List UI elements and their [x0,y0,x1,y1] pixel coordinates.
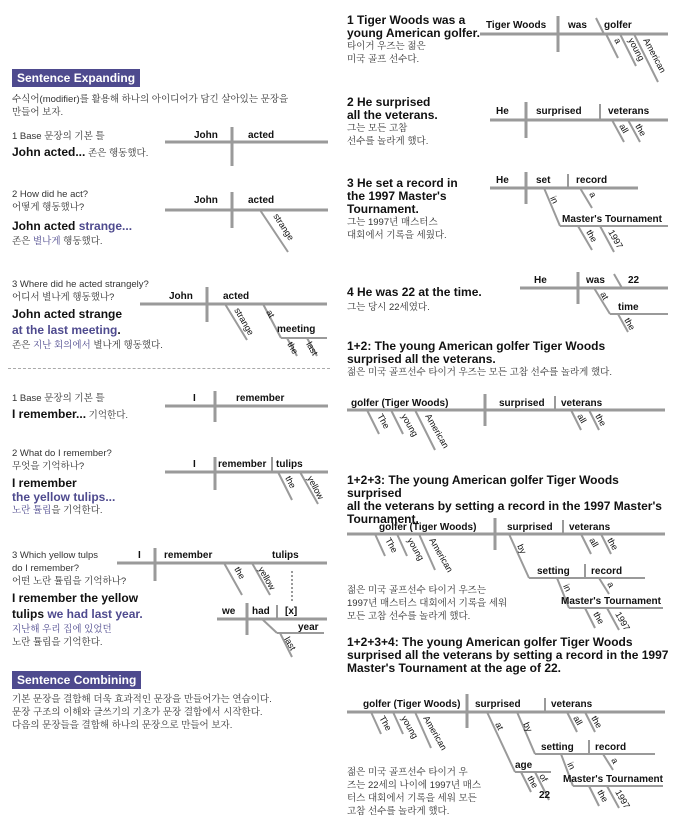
sentence-en: Tournament. [347,202,419,216]
diagram-modifier: all [575,412,589,425]
diagram-modifier: the [633,122,649,138]
diagram-modifier: young [626,36,647,63]
sentence-kr: 별나게 행동했다. [90,340,163,351]
diagram-word: veterans [569,522,611,533]
diagram-modifier: last [282,635,298,653]
diagram-word: Tiger Woods [486,20,547,31]
diagram-word: veterans [561,398,603,409]
diagram-modifier: American [423,412,451,450]
sentence-combining-heading: Sentence Combining [12,671,141,689]
diagram-word: golfer [604,20,632,31]
expanding-intro [12,93,332,119]
question: 1 Base 문장의 기본 틀 [12,131,105,142]
diagram-word: setting [537,566,570,577]
diagram-modifier: the [593,412,609,428]
diagram-word: tulips [272,550,299,561]
sentence-kr: 1997년 매스터스 대회에서 기록을 세워 [347,598,508,609]
diagram-modifier: the [584,228,600,244]
diagram-word: acted [248,195,275,206]
sentence-kr: 선수를 놀라게 했다. [347,136,429,147]
sentence-kr: 대회에서 기록을 세웠다. [347,230,447,241]
intro-line: 만들어 보자. [12,107,64,118]
combined-1-2-3-4-kr [347,766,481,818]
diagram-modifier: the [595,788,611,804]
diagram-modifier: American [421,714,449,752]
sentence-kr-highlight: 지난 회의에서 [33,340,91,351]
diagram-modifier: at [264,308,277,320]
diagram-word: 22 [628,275,640,286]
diagram-john-acted-meeting [135,282,335,362]
combined-1-2-3-4 [347,636,668,675]
diagram-modifier: the [232,565,248,581]
sentence-kr: 타이거 우즈는 젊은 [347,41,426,52]
example-2 [12,188,132,248]
example-1 [12,130,148,161]
diagram-word: acted [223,291,250,302]
sentence-kr: 행동했다. [60,236,103,247]
sentence-kr: 존은 [12,236,33,247]
sentence-en: John acted [12,219,79,233]
diagram-word: veterans [551,699,593,710]
combined-1-2 [347,340,612,379]
question: 3 Which yellow tulps [12,550,99,561]
diagram-modifier: 1997 [613,788,632,811]
diagram-s1 [478,10,673,90]
sentence-en: 3 He set a record in [347,176,458,190]
diagram-modifier: the [283,474,298,490]
diagram-c12 [345,392,673,454]
diagram-s2 [488,96,673,146]
diagram-modifier: American [427,536,455,574]
sentence-1 [347,14,480,66]
diagram-word: I [193,393,196,404]
question-kr: 어떤 노란 튤립을 기억하나? [12,576,127,587]
intro-line: 기본 문장을 결합해 더욱 효과적인 문장을 만들어가는 연습이다. [12,694,272,705]
diagram-john-acted-strange [160,186,335,256]
diagram-modifier: yellow [305,474,326,502]
diagram-s4 [518,266,673,336]
diagram-modifier: the [285,340,301,356]
example-4 [12,392,128,423]
sentence-en: young American golfer. [347,26,480,40]
question-kr: 무엇을 기억하나? [12,461,85,472]
sentence-en: Master's Tournament at the age of 22. [347,661,562,675]
diagram-word: tulips [276,459,303,470]
diagram-word: [x] [285,606,298,617]
diagram-word: John [194,195,218,206]
diagram-word: Master's Tournament [561,596,661,607]
sentence-kr: 젊은 미국 골프선수 타이거 우즈는 모든 고참 선수를 놀라게 했다. [347,367,612,378]
sentence-kr: 그는 모든 고참 [347,123,408,134]
diagram-modifier: the [591,610,607,626]
diagram-modifier: the [622,316,638,332]
diagram-modifier: The [375,412,392,431]
sentence-en: 1 Tiger Woods was a [347,13,466,27]
diagram-modifier: in [548,194,561,206]
diagram-modifier: a [609,756,621,766]
sentence-en-highlight: at the last meeting [12,323,118,337]
diagram-tulips-we-had [112,543,334,663]
sentence-en: I remember [12,476,77,490]
sentence-kr: 존은 행동했다. [85,148,149,159]
diagram-word: age [515,760,533,771]
diagram-modifier: of [537,772,550,784]
sentence-kr: 미국 골프 선수다. [347,54,420,65]
diagram-modifier: The [377,714,394,733]
diagram-word: surprised [499,398,545,409]
sentence-kr: 노란 튤립을 기억한다. [12,637,103,648]
diagram-i-remember-tulips [160,452,335,512]
diagram-modifier: by [515,542,529,556]
sentence-kr-highlight: 별나게 [33,236,61,247]
sentence-kr: 기억한다. [86,410,129,421]
sentence-en: tulips [12,607,48,621]
section-divider [8,368,330,369]
diagram-word: remember [218,459,267,470]
diagram-word: time [618,302,639,313]
diagram-s3 [488,168,673,258]
diagram-word: He [496,175,509,186]
diagram-modifier: young [399,714,421,741]
combined-1-2-3-kr [347,584,507,623]
diagram-modifier: a [605,580,617,590]
diagram-word: record [591,566,623,577]
sentence-en: . [117,323,121,337]
sentence-3 [347,177,458,242]
diagram-word: golfer (Tiger Woods) [379,522,477,533]
intro-line: 다음의 문장들을 결합해 하나의 문장으로 만들어 보자. [12,720,233,731]
diagram-modifier: young [399,412,421,439]
diagram-modifier: strange [271,211,297,243]
diagram-word: He [534,275,547,286]
question: 2 How did he act? [12,189,89,200]
diagram-word: surprised [536,106,582,117]
diagram-modifier: in [565,760,578,772]
sentence-en: I remember the yellow [12,591,139,605]
diagram-word: was [568,20,587,31]
diagram-modifier: at [493,720,506,732]
diagram-modifier: the [605,536,621,552]
sentence-kr-highlight: 노란 튤립 [12,505,52,516]
sentence-en: the 1997 Master's [347,189,447,203]
diagram-modifier: at [598,290,611,302]
sentence-kr: 터스 대회에서 기록을 세워 모든 [347,793,477,804]
question: 2 What do I remember? [12,448,112,459]
diagram-word: He [496,106,509,117]
diagram-john-acted [160,122,335,172]
diagram-word: I [193,459,196,470]
sentence-kr: 모든 고참 선수를 놀라게 했다. [347,611,471,622]
sentence-en: John acted strange [12,307,123,321]
diagram-modifier: young [405,536,427,563]
question: do I remember? [12,563,80,574]
diagram-modifier: by [521,720,535,734]
sentence-en: surprised all the veterans by setting a record in the 1997 [347,648,669,662]
diagram-modifier: The [383,536,400,555]
diagram-modifier: in [561,582,574,594]
sentence-en: 4 He was 22 at the time. [347,285,482,299]
diagram-word: we [222,606,236,617]
diagram-modifier: 1997 [613,610,632,633]
sentence-kr: 젊은 미국 골프선수 타이거 우 [347,767,468,778]
diagram-word: I [138,550,141,561]
sentence-2 [347,96,438,148]
sentence-en: 1+2+3: The young American golfer Tiger Woods surprised [347,473,619,500]
diagram-word: remember [164,550,213,561]
sentence-kr: 그는 1997년 매스터스 [347,217,438,228]
diagram-word: set [536,175,551,186]
diagram-modifier: American [641,36,668,75]
sentence-en: all the veterans by setting a record in the 1997 Master's [347,499,662,513]
sentence-expanding-heading: Sentence Expanding [12,69,140,87]
sentence-en: 1+2: The young American golfer Tiger Woods [347,339,606,353]
diagram-word: had [252,606,270,617]
sentence-kr: 존은 [12,340,33,351]
diagram-modifier: the [589,714,605,730]
diagram-word: golfer (Tiger Woods) [363,699,461,710]
diagram-word: golfer (Tiger Woods) [351,398,449,409]
sentence-kr: 젊은 미국 골프선수 타이거 우즈는 [347,585,487,596]
diagram-word: Master's Tournament [563,774,663,785]
intro-line: 수식어(modifier)를 활용해 하나의 아이디어가 담긴 살아있는 문장을 [12,94,289,105]
sentence-en: all the veterans. [347,108,438,122]
diagram-word: John [194,130,218,141]
diagram-word: record [576,175,608,186]
diagram-modifier: all [571,714,585,727]
diagram-word: remember [236,393,285,404]
combining-intro [12,693,337,732]
sentence-en: 1+2+3+4: The young American golfer Tiger Woods [347,635,633,649]
diagram-word: 22 [539,790,551,801]
sentence-en: John acted... [12,145,86,159]
diagram-word: Master's Tournament [562,214,662,225]
diagram-modifier: 1997 [606,228,625,251]
diagram-modifier: all [587,536,601,549]
sentence-en: 2 He surprised [347,95,431,109]
sentence-kr: 즈는 22세의 나이에 1997년 매스 [347,780,482,791]
sentence-en: Tournament. [347,512,419,526]
question: 1 Base 문장의 기본 틀 [12,393,105,404]
diagram-modifier: the [525,774,541,790]
sentence-kr: 그는 당시 22세였다. [347,302,430,313]
diagram-word: year [298,622,319,633]
diagram-word: veterans [608,106,650,117]
diagram-modifier: yellow [256,565,278,592]
sentence-kr-highlight: 지난해 우리 집에 있었던 [12,624,112,635]
question-kr: 어떻게 행동했나? [12,202,85,213]
diagram-modifier: a [612,36,624,46]
diagram-modifier: last [304,340,320,358]
diagram-modifier: a [587,190,599,200]
sentence-en: surprised all the veterans. [347,352,496,366]
question: 3 Where did he acted strangely? [12,279,149,290]
sentence-4 [347,286,482,314]
sentence-en: I remember... [12,407,87,421]
diagram-modifier: all [617,122,631,135]
question-kr: 어디서 별나게 행동했나? [12,292,115,303]
sentence-en-highlight: the yellow tulips... [12,490,116,504]
diagram-modifier: strange [232,306,256,338]
sentence-en-highlight: strange... [78,219,133,233]
intro-line: 문장 구조의 이해와 글쓰기의 기초가 문장 결합에서 시작한다. [12,707,263,718]
diagram-word: setting [541,742,574,753]
diagram-i-remember [160,386,335,426]
example-5 [12,447,115,517]
sentence-en-highlight: we had last year. [47,607,143,621]
diagram-word: was [586,275,605,286]
diagram-word: John [169,291,193,302]
diagram-word: surprised [475,699,521,710]
diagram-word: meeting [277,324,316,335]
sentence-kr: 고참 선수를 놀라게 했다. [347,806,450,817]
diagram-word: surprised [507,522,553,533]
diagram-word: acted [248,130,275,141]
diagram-word: record [595,742,627,753]
sentence-kr: 을 기억한다. [51,505,103,516]
